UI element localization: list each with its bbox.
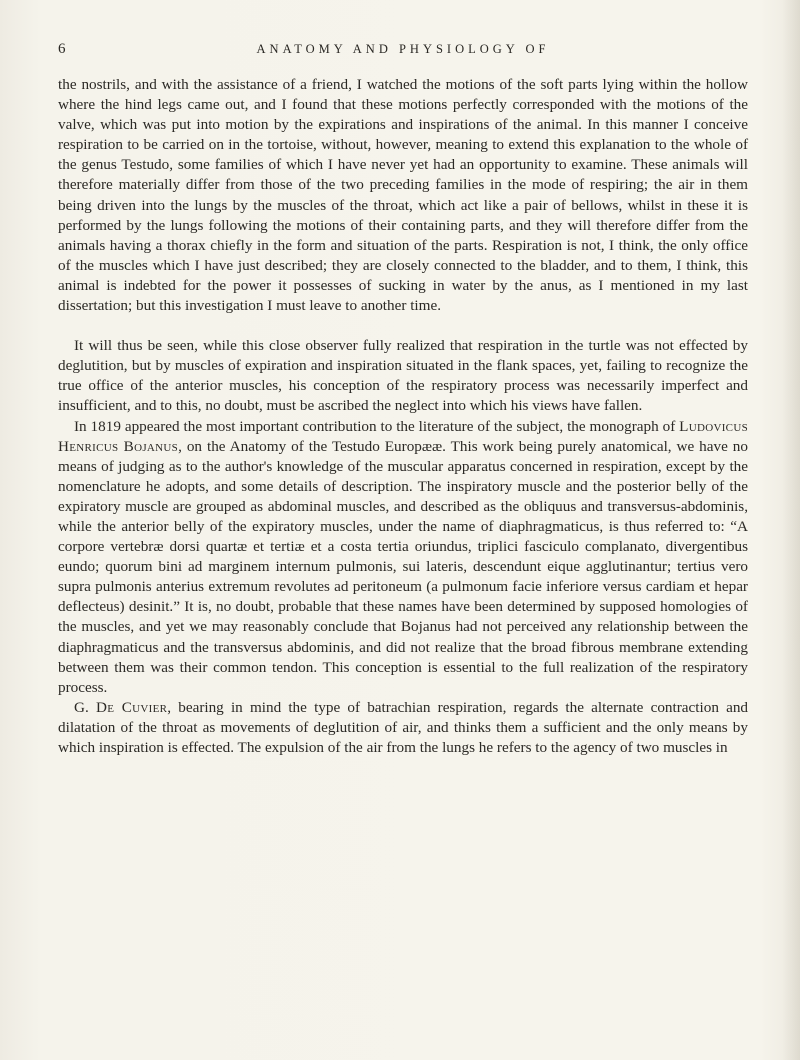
paragraph-text: , on the Anatomy of the Testudo Europææ. This work being purely anatomical, we have no means of judging as to the author's knowledge of the muscular apparatus concerned in respiration, except by the nomenclature he adopts, and some details of description. The inspiratory muscle and the posterior belly of the expiratory muscle are grouped as abdominal muscles, and described as the obliquus and transversus-abdominis, while the anterior belly of the expiratory muscles, under the name of diaphragmaticus, is thus referred to: “A corpore vertebræ dorsi quartæ et tertiæ et a costa tertia oriundus, triplici fasciculo complanato, divergentibus eundo; quorum bini ad marginem internum pulmonis, sui lateris, descendunt eique agglutinantur; tertius vero supra pulmonis anterius extremum revolutes ad peritoneum (a pulmonum facie inferiore versus cardiam et hepar deflecteus) desinit.” It is, no doubt, probable that these names have been determined by supposed homologies of the muscles, and yet we may reasonably conclude that Bojanus had not perceived any relationship between the diaphragmaticus and the transversus abdominis, and did not realize that the broad fibrous membrane extending between them was their common tendon. This conception is essential to the full realization of the respiratory process.: [58, 437, 748, 696]
paragraph: the nostrils, and with the assistance of a friend, I watched the motions of the soft parts lying within the hollow where the hind legs came out, and I found that these motions perfectly corresponded with the motions of the valve, which was put into motion by the expirations and inspirations of the animal. In this manner I conceive respiration to be carried on in the tortoise, without, however, meaning to extend this explanation to the whole of the genus Testudo, some families of which I have never yet had an opportunity to examine. These animals will therefore materially differ from those of the two preceding families in the mode of respiring; the air in them being driven into the lungs by the muscles of the throat, which act like a pair of bellows, whilst in these it is performed by the lungs following the motions of their containing parts, and they will therefore differ from the animals having a thorax chiefly in the form and situation of the parts. Respiration is not, I think, the only office of the muscles which I have just described; they are closely connected to the bladder, and to them, I think, this animal is indebted for the power it possesses of sucking in water by the anus, as I mentioned in my last dissertation; but this investigation I must leave to another time.: [58, 76, 748, 315]
paragraph-text: , bearing in mind the type of batrachian respiration, regards the alternate contraction and dilatation of the throat as movements of deglutition of air, and thinks them a sufficient and the only means by which inspiration is effected. The expulsion of the air from the lungs he refers to the agency of two muscles in: [58, 698, 749, 756]
paragraph: [58, 698, 748, 758]
paragraph-text: In 1819 appeared the most important contribution to the literature of the subject, the monograph of: [74, 417, 680, 435]
running-head: ANATOMY AND PHYSIOLOGY OF: [256, 42, 550, 56]
body-text: [58, 75, 748, 758]
paragraph: [58, 417, 748, 698]
paragraph-text: G.: [74, 698, 96, 716]
author-name: De Cuvier: [95, 698, 168, 716]
page-number: 6: [58, 41, 66, 57]
page-header: [58, 41, 748, 61]
page-edge-shadow: [782, 0, 800, 1060]
author-name: Ludovicus Henricus Bojanus: [58, 417, 748, 455]
paragraph: It will thus be seen, while this close observer fully realized that respiration in the turtle was not effected by deglutition, but by muscles of expiration and inspiration situated in the flank spaces, yet, failing to recognize the true office of the anterior muscles, his conception of the respiratory process was necessarily imperfect and insufficient, and to this, no doubt, must be ascribed the neglect into which his views have fallen.: [58, 337, 748, 415]
